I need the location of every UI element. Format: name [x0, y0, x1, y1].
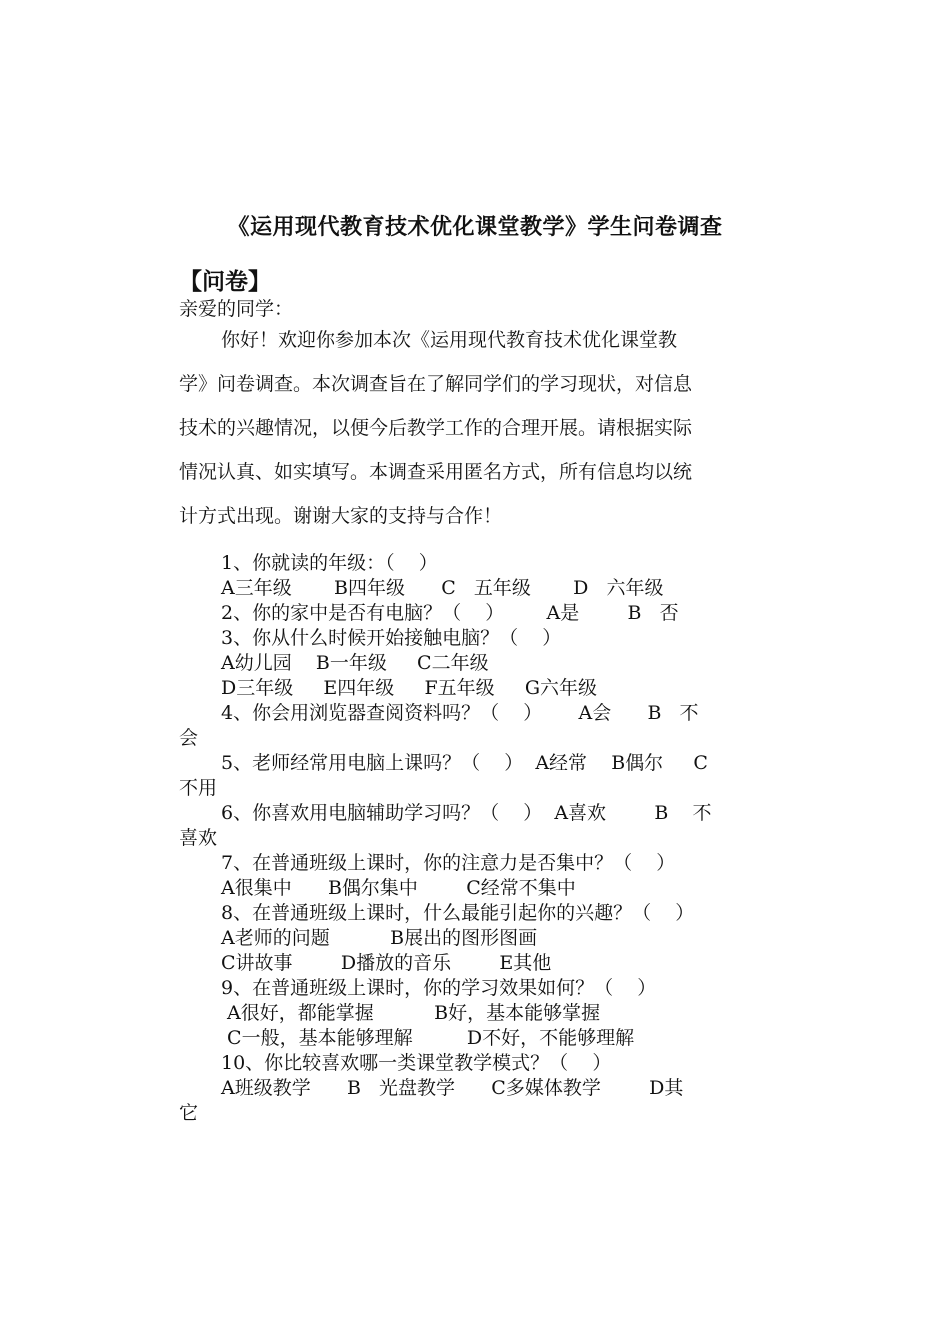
question-text: 1、你就读的年级：（ ） [221, 552, 438, 574]
question-5 [179, 751, 764, 776]
question-9-options [179, 1026, 764, 1051]
section-label: 【问卷】 [179, 269, 271, 295]
question-text: 8、在普通班级上课时，什么最能引起你的兴趣？（ ） [221, 902, 695, 924]
question-options: A老师的问题 B展出的图形图画 [221, 927, 538, 949]
question-8 [179, 901, 764, 926]
intro-line: 你好！欢迎你参加本次《运用现代教育技术优化课堂教 [221, 329, 678, 351]
intro-line: 计方式出现。谢谢大家的支持与合作！ [179, 505, 503, 527]
question-options: A很好，都能掌握 B好，基本能够掌握 [221, 1002, 601, 1024]
question-7 [179, 851, 764, 876]
question-wrap-text: 它 [179, 1102, 199, 1124]
question-text: 4、你会用浏览器查阅资料吗？（ ） A会 B 不 [221, 702, 699, 724]
question-1-options [179, 576, 764, 601]
question-3-options [179, 676, 764, 701]
question-10 [179, 1051, 764, 1076]
question-options: C讲故事 D播放的音乐 E其他 [221, 952, 552, 974]
intro-paragraph [179, 318, 769, 538]
question-6 [179, 801, 764, 826]
question-text: 6、你喜欢用电脑辅助学习吗？（ ） A喜欢 B 不 [221, 802, 712, 824]
intro-line: 技术的兴趣情况，以便今后教学工作的合理开展。请根据实际 [179, 417, 693, 439]
question-9-options [179, 1001, 764, 1026]
document-title: 《运用现代教育技术优化课堂教学》学生问卷调查 [227, 215, 723, 240]
question-options: A很集中 B偶尔集中 C经常不集中 [221, 877, 576, 899]
question-4-wrap [179, 726, 764, 751]
question-options: D三年级 E四年级 F五年级 G六年级 [221, 677, 598, 699]
question-2 [179, 601, 764, 626]
question-options: A班级教学 B 光盘教学 C多媒体教学 D其 [221, 1077, 684, 1099]
question-text: 3、你从什么时候开始接触电脑？（ ） [221, 627, 562, 649]
question-4 [179, 701, 764, 726]
question-8-options [179, 951, 764, 976]
question-8-options [179, 926, 764, 951]
question-7-options [179, 876, 764, 901]
question-10-wrap [179, 1101, 764, 1126]
question-5-wrap [179, 776, 764, 801]
question-options: C一般，基本能够理解 D不好，不能够理解 [221, 1027, 635, 1049]
question-3 [179, 626, 764, 651]
question-wrap-text: 不用 [179, 777, 218, 799]
question-text: 5、老师经常用电脑上课吗？（ ） A经常 B偶尔 C [221, 752, 708, 774]
question-3-options [179, 651, 764, 676]
question-9 [179, 976, 764, 1001]
question-text: 2、你的家中是否有电脑？（ ） A是 B 否 [221, 602, 679, 624]
intro-line: 学》问卷调查。本次调查旨在了解同学们的学习现状，对信息 [179, 373, 693, 395]
question-text: 10、你比较喜欢哪一类课堂教学模式？（ ） [221, 1052, 612, 1074]
question-text: 9、在普通班级上课时，你的学习效果如何？（ ） [221, 977, 657, 999]
question-wrap-text: 喜欢 [179, 827, 218, 849]
question-options: A三年级 B四年级 C 五年级 D 六年级 [221, 577, 664, 599]
question-6-wrap [179, 826, 764, 851]
question-10-options [179, 1076, 764, 1101]
question-text: 7、在普通班级上课时，你的注意力是否集中？（ ） [221, 852, 676, 874]
question-1 [179, 551, 764, 576]
question-options: A幼儿园 B一年级 C二年级 [221, 652, 489, 674]
question-wrap-text: 会 [179, 727, 199, 749]
intro-line: 情况认真、如实填写。本调查采用匿名方式，所有信息均以统 [179, 461, 693, 483]
salutation: 亲爱的同学： [179, 298, 294, 320]
